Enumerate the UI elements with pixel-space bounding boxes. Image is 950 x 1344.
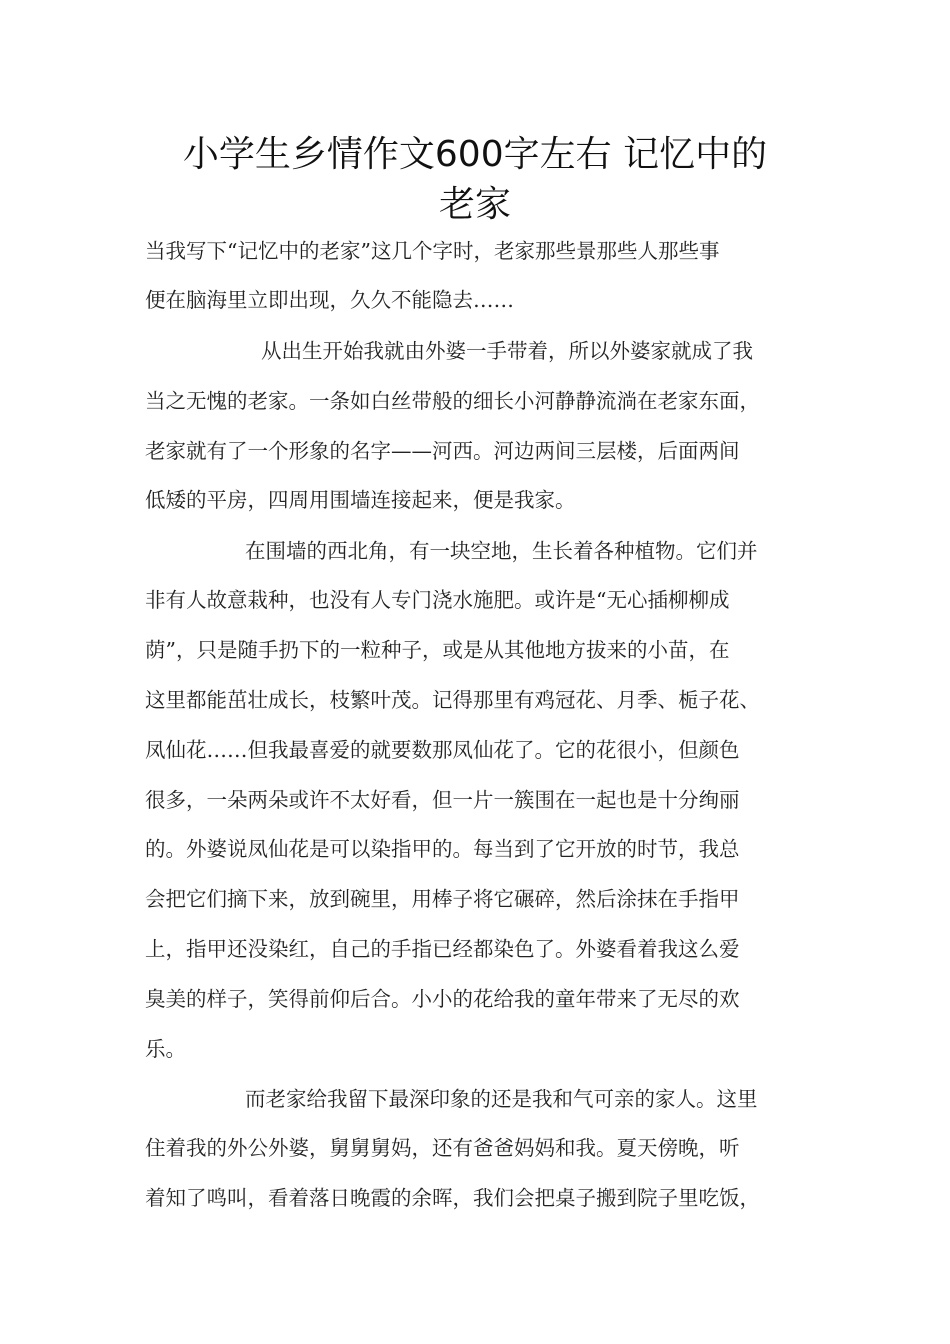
- body-line: 非有人故意栽种，也没有人专门浇水施肥。或许是“无心插柳柳成: [145, 588, 730, 612]
- body-line: 臭美的样子，笑得前仰后合。小小的花给我的童年带来了无尽的欢: [145, 987, 740, 1011]
- body-line: 当我写下“记忆中的老家”这几个字时，老家那些景那些人那些事: [145, 239, 720, 263]
- body-line: 的。外婆说凤仙花是可以染指甲的。每当到了它开放的时节，我总: [145, 837, 740, 861]
- body-line: 当之无愧的老家。一条如白丝带般的细长小河静静流淌在老家东面，: [145, 389, 760, 413]
- body-line: 上，指甲还没染红，自己的手指已经都染色了。外婆看着我这么爱: [145, 937, 740, 961]
- body-line: 低矮的平房，四周用围墙连接起来，便是我家。: [145, 488, 576, 512]
- body-line: 荫”，只是随手扔下的一粒种子，或是从其他地方拔来的小苗，在: [145, 638, 730, 662]
- paragraph-first-line: 在围墙的西北角，有一块空地，生长着各种植物。它们并: [245, 539, 758, 563]
- title-line-2: 老家: [438, 184, 511, 225]
- paragraph-first-line: 而老家给我留下最深印象的还是我和气可亲的家人。这里: [245, 1087, 758, 1111]
- body-line: 着知了鸣叫，看着落日晚霞的余晖，我们会把桌子搬到院子里吃饭，: [145, 1186, 760, 1210]
- body-line: 凤仙花……但我最喜爱的就要数那凤仙花了。它的花很小，但颜色: [145, 738, 740, 762]
- body-line: 住着我的外公外婆，舅舅舅妈，还有爸爸妈妈和我。夏天傍晚，听: [145, 1136, 740, 1160]
- body-line: 老家就有了一个形象的名字——河西。河边两间三层楼，后面两间: [145, 439, 740, 463]
- title-line-1: 小学生乡情作文600字左右 记忆中的: [182, 134, 768, 175]
- paragraph-first-line: 从出生开始我就由外婆一手带着，所以外婆家就成了我: [261, 339, 753, 363]
- body-line: 很多，一朵两朵或许不太好看，但一片一簇围在一起也是十分绚丽: [145, 788, 740, 812]
- body-line: 乐。: [145, 1037, 186, 1061]
- body-line: 这里都能茁壮成长，枝繁叶茂。记得那里有鸡冠花、月季、栀子花、: [145, 688, 760, 712]
- body-line: 便在脑海里立即出现，久久不能隐去……: [145, 288, 514, 312]
- body-line: 会把它们摘下来，放到碗里，用棒子将它碾碎，然后涂抹在手指甲: [145, 887, 740, 911]
